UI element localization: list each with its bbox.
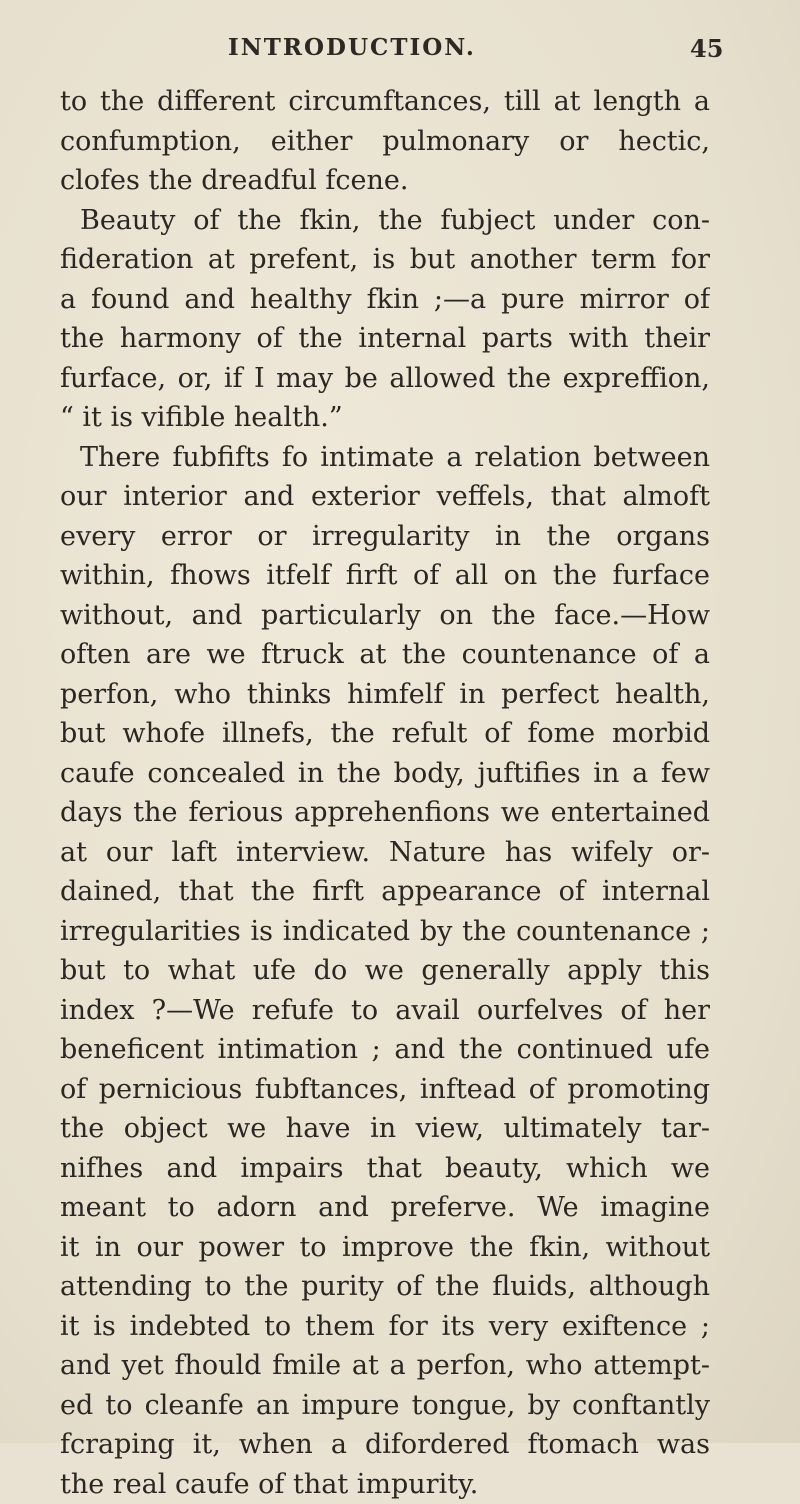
text-line: our interior and exterior veffels, that almoft (60, 477, 710, 517)
text-line: and yet fhould fmile at a perfon, who attempt- (60, 1346, 710, 1386)
text-line: nifhes and impairs that beauty, which we (60, 1149, 710, 1189)
text-line: the object we have in view, ultimately tar- (60, 1109, 710, 1149)
text-line: beneficent intimation ; and the continued ufe (60, 1030, 710, 1070)
text-line: it is indebted to them for its very exiftence ; (60, 1307, 710, 1347)
text-line: index ?—We refufe to avail ourfelves of her (60, 991, 710, 1031)
text-line: the real caufe of that impurity. (60, 1465, 710, 1504)
text-line: to the different circumftances, till at length a (60, 82, 710, 122)
text-line: caufe concealed in the body, juftifies in a few (60, 754, 710, 794)
text-line: of pernicious fubftances, inftead of promoting (60, 1070, 710, 1110)
text-line: attending to the purity of the fluids, although (60, 1267, 710, 1307)
text-line: meant to adorn and preferve. We imagine (60, 1188, 710, 1228)
text-line: furface, or, if I may be allowed the expreffion, (60, 359, 710, 399)
text-line: a found and healthy fkin ;—a pure mirror of (60, 280, 710, 320)
text-line: days the ferious apprehenfions we entertained (60, 793, 710, 833)
text-line: it in our power to improve the fkin, without (60, 1228, 710, 1268)
text-line: often are we ftruck at the countenance of a (60, 635, 710, 675)
page-header (0, 34, 800, 74)
text-line: confumption, either pulmonary or hectic, (60, 122, 710, 162)
text-line: dained, that the firft appearance of internal (60, 872, 710, 912)
text-line: without, and particularly on the face.—How (60, 596, 710, 636)
text-line: clofes the dreadful fcene. (60, 161, 710, 201)
page-number: 45 (690, 34, 723, 63)
text-line: ed to cleanfe an impure tongue, by conftantly (60, 1386, 710, 1426)
running-head: INTRODUCTION. (228, 34, 476, 61)
text-line: “ it is vifible health.” (60, 398, 710, 438)
text-line: the harmony of the internal parts with their (60, 319, 710, 359)
text-line: but whofe illnefs, the refult of fome morbid (60, 714, 710, 754)
text-line: fcraping it, when a difordered ftomach was (60, 1425, 710, 1465)
text-line: within, fhows itfelf firft of all on the furface (60, 556, 710, 596)
body-text (60, 82, 710, 1504)
text-line: at our laft interview. Nature has wifely or- (60, 833, 710, 873)
text-line: perfon, who thinks himfelf in perfect health, (60, 675, 710, 715)
text-line: irregularities is indicated by the countenance ; (60, 912, 710, 952)
text-line: Beauty of the fkin, the fubject under con- (60, 201, 710, 241)
text-line: fideration at prefent, is but another term for (60, 240, 710, 280)
text-line: There fubfifts fo intimate a relation between (60, 438, 710, 478)
text-line: every error or irregularity in the organs (60, 517, 710, 557)
text-line: but to what ufe do we generally apply this (60, 951, 710, 991)
